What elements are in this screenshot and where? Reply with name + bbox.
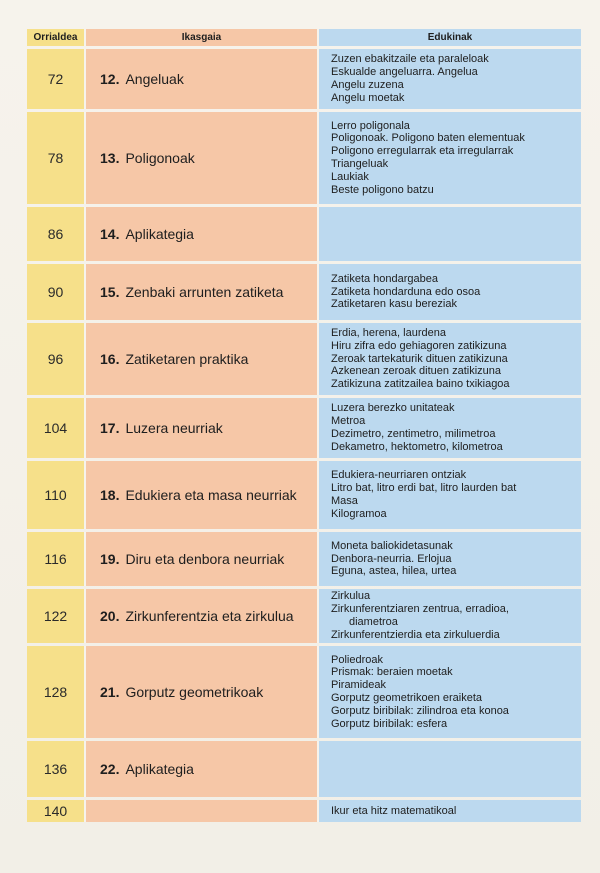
- contents-item: Poligono erregularrak eta irregularrak: [331, 145, 514, 158]
- lesson-title-cell: [84, 49, 317, 109]
- contents-column-header: Edukinak: [317, 29, 581, 46]
- contents-cell: [317, 646, 581, 738]
- contents-item: Zeroak tartekaturik dituen zatikizuna: [331, 352, 508, 365]
- contents-item: Angelu zuzena: [331, 79, 404, 91]
- contents-item: Poliedroak: [331, 653, 383, 666]
- contents-item: Eguna, astea, hilea, urtea: [331, 565, 457, 578]
- page-number: 140: [27, 800, 84, 822]
- table-row: [27, 398, 581, 458]
- contents-item: Zatiketa hondargabea: [331, 272, 439, 285]
- lesson-number: 13.: [100, 150, 120, 166]
- contents-cell: [317, 741, 581, 797]
- lesson-number: 22.: [100, 761, 120, 777]
- lesson-title: Angeluak: [125, 71, 184, 87]
- contents-table: [27, 26, 581, 825]
- contents-item: Denbora-neurria. Erlojua: [331, 552, 452, 565]
- contents-item: Poligonoak. Poligono baten elementuak: [331, 132, 525, 145]
- contents-cell: [317, 49, 581, 109]
- contents-item: Laukiak: [331, 170, 369, 183]
- contents-item: Zatiketaren kasu bereziak: [331, 298, 457, 311]
- contents-item: Zirkunferentzierdia eta zirkuluerdia: [331, 628, 500, 641]
- contents-cell: [317, 264, 581, 320]
- lesson-title: Diru eta denbora neurriak: [125, 551, 285, 567]
- contents-item: Ikur eta hitz matematikoal: [331, 804, 457, 817]
- lesson-title-cell: [84, 646, 317, 738]
- lesson-title: Edukiera eta masa neurriak: [125, 487, 297, 503]
- contents-item: Triangeluak: [331, 158, 389, 170]
- contents-item: Gorputz biribilak: esfera: [331, 717, 448, 730]
- lesson-number: 20.: [100, 608, 120, 624]
- lesson-number: 18.: [100, 487, 120, 503]
- page-number: 72: [27, 49, 84, 109]
- lesson-title: Zirkunferentzia eta zirkulua: [125, 608, 294, 624]
- page-number: 128: [27, 646, 84, 738]
- page-number: 110: [27, 461, 84, 529]
- lesson-title-cell: [84, 264, 317, 320]
- lesson-number: 15.: [100, 284, 120, 300]
- contents-item: Litro bat, litro erdi bat, litro laurden bat: [331, 482, 517, 495]
- lesson-title-cell: [84, 741, 317, 797]
- lesson-title: Luzera neurriak: [125, 420, 223, 436]
- lesson-title-cell: [84, 800, 317, 822]
- contents-item: Edukiera-neurriaren ontziak: [331, 469, 467, 482]
- contents-item: Hiru zifra edo gehiagoren zatikizuna: [331, 339, 507, 352]
- page-number: 96: [27, 323, 84, 395]
- contents-item: Azkenean zeroak dituen zatikizuna: [331, 365, 501, 378]
- lesson-title-cell: [84, 589, 317, 643]
- topic-column-header: Ikasgaia: [84, 29, 317, 46]
- contents-item: Zatikizuna zatitzailea baino txikiagoa: [331, 378, 510, 391]
- lesson-title-cell: [84, 461, 317, 529]
- lesson-title: Zatiketaren praktika: [125, 351, 249, 367]
- table-row: [27, 49, 581, 109]
- contents-item: Zatiketa hondarduna edo osoa: [331, 285, 481, 298]
- table-row: [27, 532, 581, 586]
- contents-item: Prismak: beraien moetak: [331, 666, 453, 679]
- table-row: [27, 461, 581, 529]
- lesson-number: 12.: [100, 71, 120, 87]
- table-row: [27, 589, 581, 643]
- contents-cell: [317, 461, 581, 529]
- lesson-title-cell: [84, 323, 317, 395]
- contents-item: Beste poligono batzu: [331, 183, 434, 196]
- contents-cell: [317, 800, 581, 822]
- table-row: [27, 207, 581, 261]
- page-number: 86: [27, 207, 84, 261]
- lesson-title: Zenbaki arrunten zatiketa: [125, 284, 284, 300]
- page-number: 116: [27, 532, 84, 586]
- lesson-number: 17.: [100, 420, 120, 436]
- contents-cell: [317, 112, 581, 204]
- contents-item: Masa: [331, 495, 358, 507]
- contents-item: Luzera berezko unitateak: [331, 402, 455, 415]
- lesson-title-cell: [84, 398, 317, 458]
- lesson-number: 21.: [100, 684, 120, 700]
- contents-cell: [317, 207, 581, 261]
- lesson-title-cell: [84, 532, 317, 586]
- contents-cell: [317, 589, 581, 643]
- contents-item: Moneta baliokidetasunak: [331, 539, 453, 552]
- lesson-number: 19.: [100, 551, 120, 567]
- contents-item: diametroa: [349, 616, 398, 628]
- page-number: 78: [27, 112, 84, 204]
- contents-item: Dekametro, hektometro, kilometroa: [331, 440, 503, 453]
- table-row: [27, 646, 581, 738]
- lesson-title-cell: [84, 207, 317, 261]
- page-column-header: Orrialdea: [27, 29, 84, 46]
- page-number: 104: [27, 398, 84, 458]
- table-row: [27, 741, 581, 797]
- contents-cell: [317, 532, 581, 586]
- contents-item: Zirkulua: [331, 590, 371, 603]
- table-row: [27, 112, 581, 204]
- contents-item: Gorputz biribilak: zilindroa eta konoa: [331, 704, 509, 717]
- lesson-title: Gorputz geometrikoak: [125, 684, 264, 700]
- contents-item: Piramideak: [331, 679, 387, 692]
- table-header-row: [27, 29, 581, 46]
- lesson-number: 14.: [100, 226, 120, 242]
- contents-item: Zuzen ebakitzaile eta paraleloak: [331, 53, 489, 66]
- contents-item: Zirkunferentziaren zentrua, erradioa,: [331, 603, 509, 616]
- contents-item: Lerro poligonala: [331, 119, 410, 132]
- table-row: [27, 800, 581, 822]
- lesson-number: 16.: [100, 351, 120, 367]
- table-row: [27, 264, 581, 320]
- lesson-title: Aplikategia: [125, 226, 194, 242]
- contents-item: Gorputz geometrikoen eraiketa: [331, 692, 483, 704]
- contents-item: Erdia, herena, laurdena: [331, 327, 446, 339]
- contents-cell: [317, 398, 581, 458]
- page-number: 136: [27, 741, 84, 797]
- contents-item: Kilogramoa: [331, 507, 387, 520]
- page-number: 122: [27, 589, 84, 643]
- contents-cell: [317, 323, 581, 395]
- lesson-title: Aplikategia: [125, 761, 194, 777]
- contents-item: Eskualde angeluarra. Angelua: [331, 66, 478, 79]
- contents-item: Angelu moetak: [331, 91, 405, 104]
- lesson-title-cell: [84, 112, 317, 204]
- lesson-title: Poligonoak: [125, 150, 195, 166]
- table-row: [27, 323, 581, 395]
- contents-item: Metroa: [331, 415, 366, 428]
- page-number: 90: [27, 264, 84, 320]
- contents-item: Dezimetro, zentimetro, milimetroa: [331, 428, 496, 440]
